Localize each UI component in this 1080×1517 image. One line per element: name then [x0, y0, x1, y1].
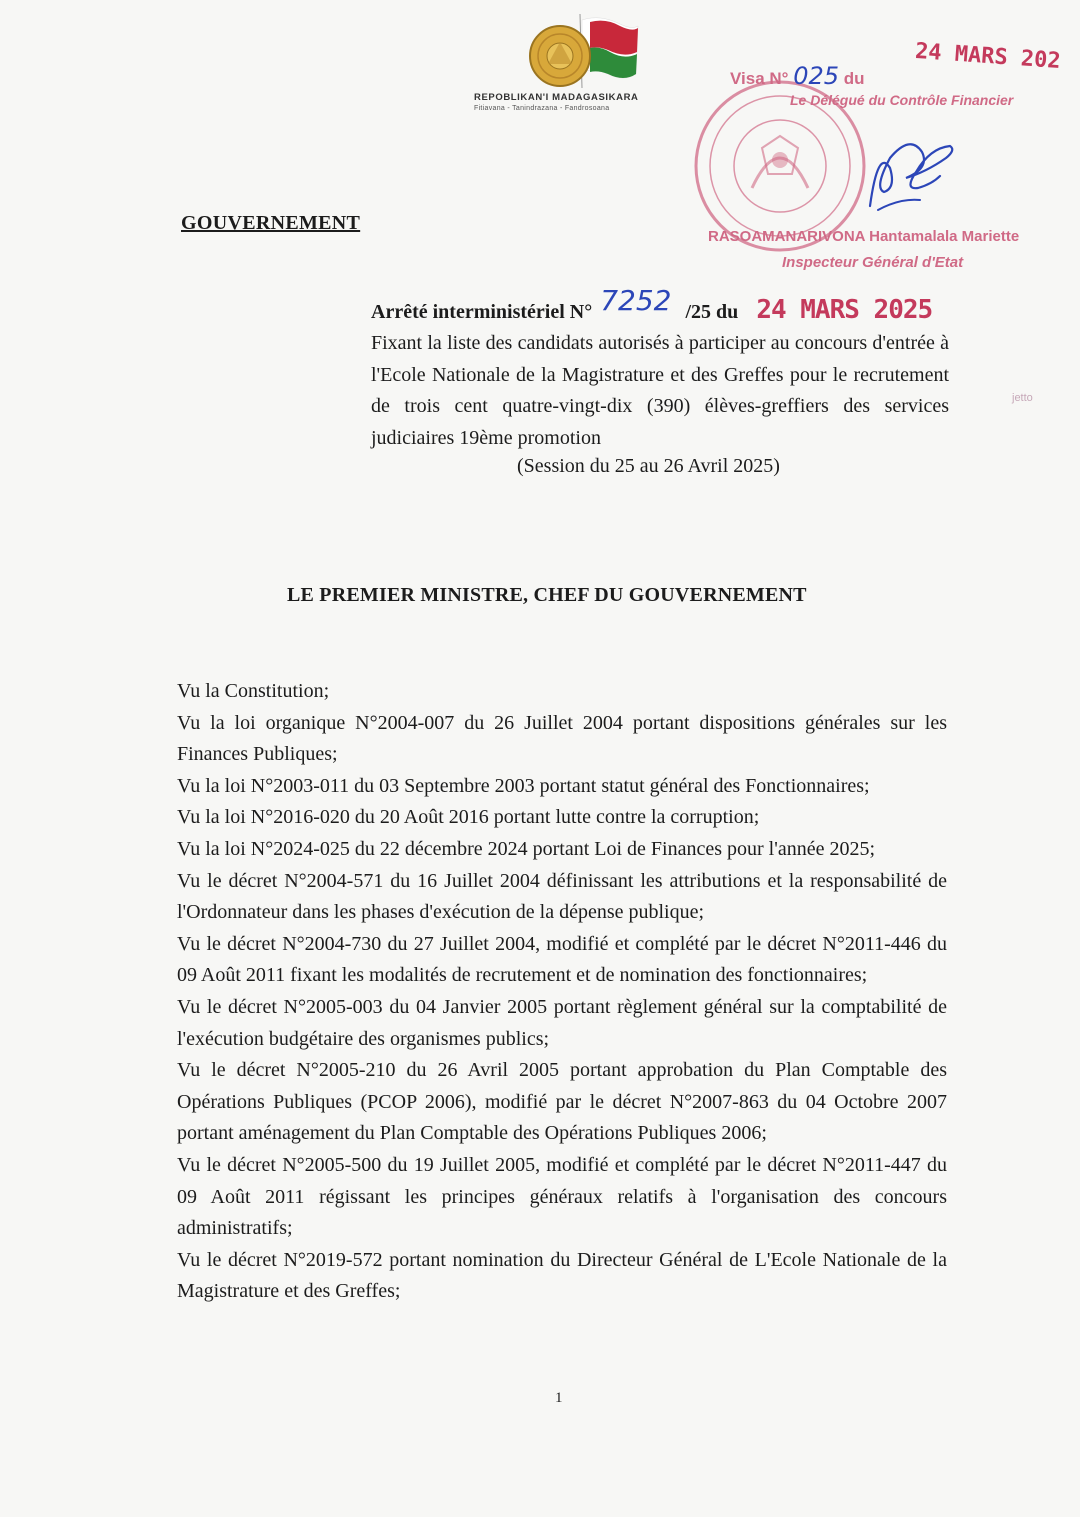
- visa-date: 24 MARS 202: [914, 38, 1062, 75]
- margin-note: jetto: [1012, 392, 1033, 404]
- visa-item: Vu le décret N°2005-003 du 04 Janvier 2005 portant règlement général sur la comptabilité de l'exécution budgétaire des organismes publics;: [177, 995, 947, 1050]
- arrete-date: 24 MARS 2025: [756, 295, 933, 325]
- signature-icon: [860, 128, 960, 224]
- visa-item: Vu le décret N°2019-572 portant nomination du Directeur Général de L'Ecole Nationale de la Magistrature et des Greffes;: [177, 1248, 947, 1303]
- republic-name: REPOBLIKAN'I MADAGASIKARA: [474, 92, 639, 103]
- authority-heading: LE PREMIER MINISTRE, CHEF DU GOUVERNEMENT: [287, 584, 807, 606]
- visa-item: Vu la loi N°2003-011 du 03 Septembre 2003 portant statut général des Fonctionnaires;: [177, 774, 870, 797]
- visa-item: Vu la loi N°2016-020 du 20 Août 2016 portant lutte contre la corruption;: [177, 806, 760, 829]
- madagascar-emblem-icon: [520, 12, 640, 92]
- arrete-heading: [371, 284, 933, 325]
- visa-item: Vu la loi organique N°2004-007 du 26 Juillet 2004 portant dispositions générales sur les Finances Publiques;: [177, 711, 947, 766]
- government-heading: GOUVERNEMENT: [181, 212, 361, 234]
- delegue-controle-financier: Le Délégué du Contrôle Financier: [790, 92, 1014, 108]
- visa-number: 025: [793, 62, 840, 90]
- arrete-prefix: Arrêté interministériel N°: [371, 301, 593, 323]
- visa-item: Vu le décret N°2004-571 du 16 Juillet 2004 définissant les attributions et la responsabilité de l'Ordonnateur dans les phases d'exécution de la dépense publique;: [177, 869, 947, 924]
- visa-line: [730, 62, 865, 90]
- visas-list: [177, 676, 947, 1308]
- visa-item: Vu le décret N°2005-500 du 19 Juillet 2005, modifié et complété par le décret N°2011-447 du 09 Août 2011 régissant les principes généraux relatifs à l'organisation des concours administratifs;: [177, 1153, 947, 1240]
- inspector-name: RASOAMANARIVONA Hantamalala Mariette: [708, 228, 1020, 245]
- inspector-title: Inspecteur Général d'Etat: [782, 254, 964, 271]
- visa-label: Visa N°: [730, 69, 789, 88]
- visa-item: Vu la loi N°2024-025 du 22 décembre 2024 portant Loi de Finances pour l'année 2025;: [177, 837, 876, 860]
- visa-item: Vu le décret N°2004-730 du 27 Juillet 2004, modifié et complété par le décret N°2011-446 du 09 Août 2011 fixant les modalités de recrutement et de nomination des fonctionnaires;: [177, 932, 947, 987]
- visa-item: Vu le décret N°2005-210 du 26 Avril 2005 portant approbation du Plan Comptable des Opérations Publiques (PCOP 2006), modifié par le décret N°2007-863 du 04 Octobre 2007 portant aménagement du Plan Comptable des Opérations Publiques 2006;: [177, 1059, 947, 1145]
- republic-motto: Fitiavana - Tanindrazana - Fandrosoana: [474, 105, 610, 112]
- arrete-suffix: /25 du: [685, 301, 739, 323]
- visa-du: du: [843, 69, 865, 88]
- arrete-session: (Session du 25 au 26 Avril 2025): [517, 455, 780, 477]
- visa-item: Vu la Constitution;: [177, 680, 330, 702]
- republic-logo: [470, 12, 700, 112]
- arrete-object: Fixant la liste des candidats autorisés à participer au concours d'entrée à l'Ecole Nationale de la Magistrature et des Greffes pour le recrutement de trois cent quatre-vingt-dix (390) élèves-greffiers des services judiciaires 19ème promotion: [371, 332, 949, 449]
- arrete-number: 7252: [600, 284, 672, 317]
- page-number: 1: [555, 1390, 563, 1406]
